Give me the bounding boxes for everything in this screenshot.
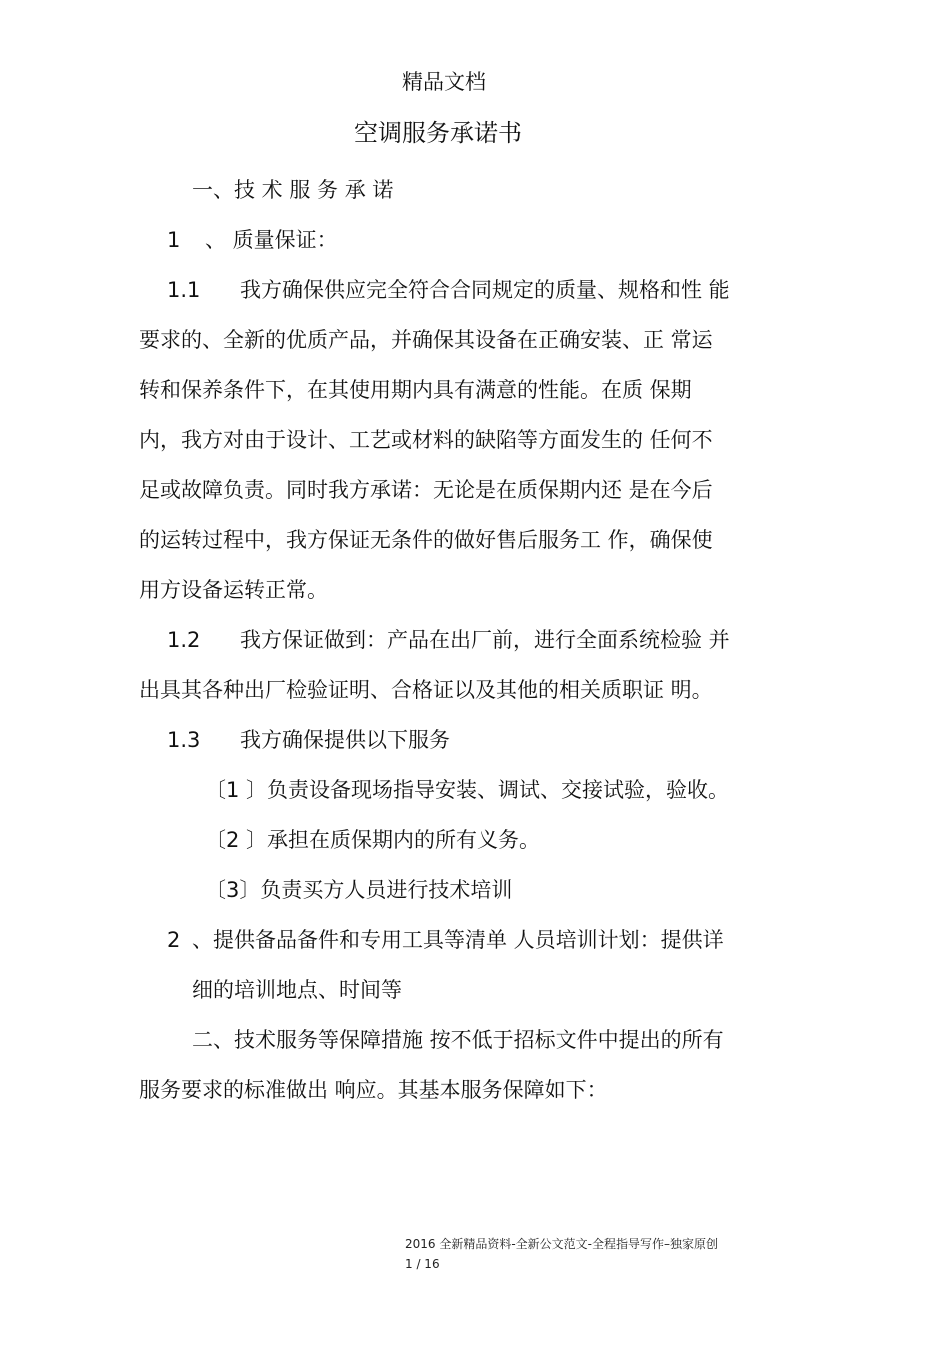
paragraph-line: 足或故障负责。同时我方承诺：无论是在质保期内还 是在今后 xyxy=(139,478,713,502)
paragraph-line: 转和保养条件下，在其使用期内具有满意的性能。在质 保期 xyxy=(139,378,692,402)
clause-number-1-3: 1.3 xyxy=(167,728,201,752)
paragraph-line: 我方确保提供以下服务 xyxy=(240,728,450,752)
item-number-1: 1 xyxy=(167,228,181,252)
paragraph-line: 要求的、全新的优质产品，并确保其设备在正确安装、正 常运 xyxy=(139,328,713,352)
page-number: 1 / 16 xyxy=(405,1257,440,1271)
clause-number-1-1: 1.1 xyxy=(167,278,201,302)
footer-source: 2016 全新精品资料-全新公文范文-全程指导写作–独家原创 xyxy=(405,1237,719,1251)
paragraph-line: 我方确保供应完全符合合同规定的质量、规格和性 能 xyxy=(240,278,730,302)
item-number-2: 2 xyxy=(167,928,181,952)
item-heading-1: 、 质量保证： xyxy=(205,228,338,252)
paragraph-line: 服务要求的标准做出 响应。其基本服务保障如下： xyxy=(139,1078,608,1102)
paragraph-line: 的运转过程中，我方保证无条件的做好售后服务工 作，确保使 xyxy=(139,528,713,552)
section-heading-1: 一、技 术 服 务 承 诺 xyxy=(192,178,394,202)
clause-number-1-2: 1.2 xyxy=(167,628,201,652)
section-heading-2: 二、技术服务等保障措施 按不低于招标文件中提出的所有 xyxy=(192,1028,724,1052)
paragraph-line: 用方设备运转正常。 xyxy=(139,578,328,602)
paragraph-line: 细的培训地点、时间等 xyxy=(192,978,402,1002)
paragraph-line: 内，我方对由于设计、工艺或材料的缺陷等方面发生的 任何不 xyxy=(139,428,713,452)
paragraph-line: 、提供备品备件和专用工具等清单 人员培训计划：提供详 xyxy=(192,928,724,952)
paragraph-line: 我方保证做到：产品在出厂前，进行全面系统检验 并 xyxy=(240,628,730,652)
service-list-item: 〔3〕负责买方人员进行技术培训 xyxy=(205,878,513,902)
paragraph-line: 出具其各种出厂检验证明、合格证以及其他的相关质职证 明。 xyxy=(139,678,713,702)
service-list-item: 〔1 〕负责设备现场指导安装、调试、交接试验，验收。 xyxy=(205,778,730,802)
page-header: 精品文档 xyxy=(402,70,486,94)
service-list-item: 〔2 〕承担在质保期内的所有义务。 xyxy=(205,828,541,852)
document-title: 空调服务承诺书 xyxy=(354,119,522,147)
